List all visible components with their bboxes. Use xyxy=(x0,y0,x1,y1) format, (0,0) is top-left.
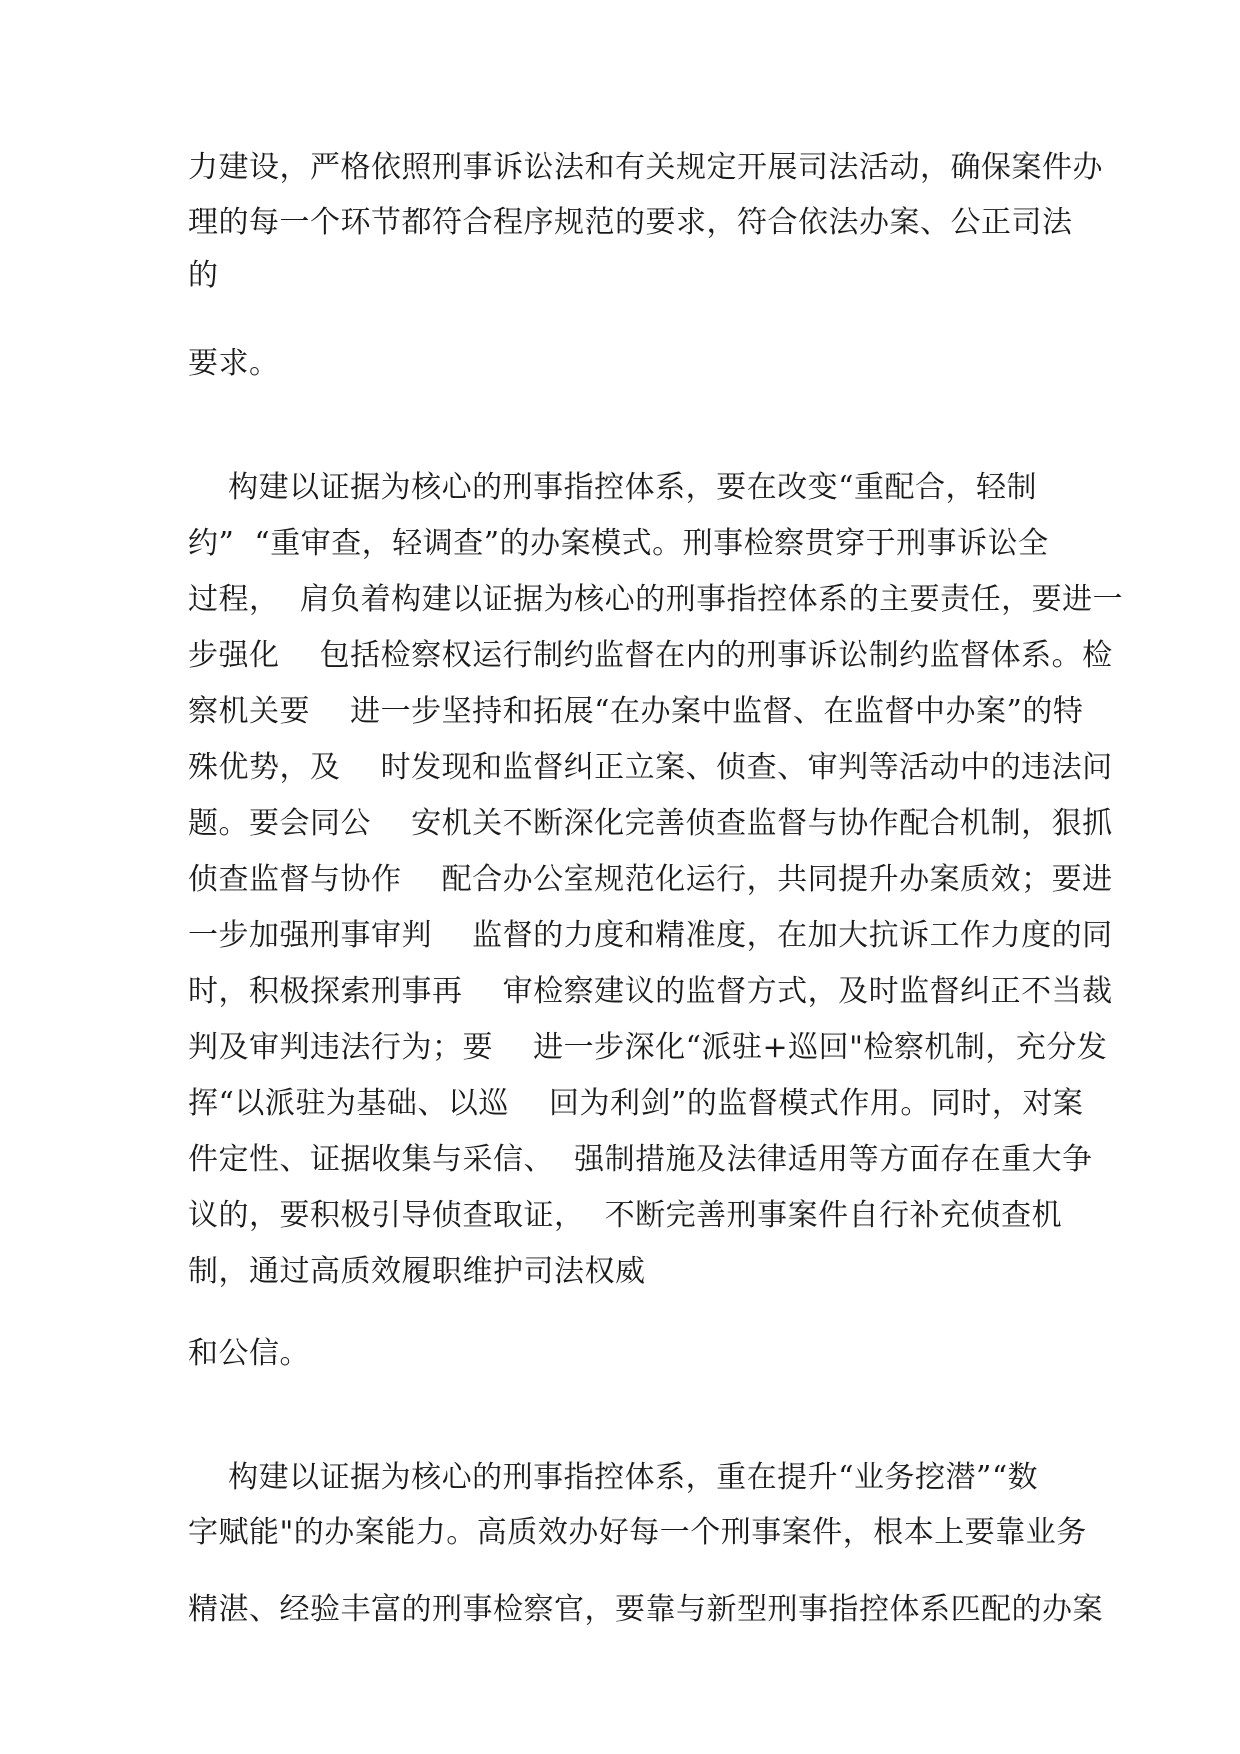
text-line: 殊优势，及 时发现和监督纠正立案、侦查、审判等活动中的违法问 xyxy=(188,750,1113,785)
text-line: 件定性、证据收集与采信、 强制措施及法律适用等方面存在重大争 xyxy=(188,1142,1093,1177)
text-line: 察机关要 进一步坚持和拓展“在办案中监督、在监督中办案”的特 xyxy=(188,694,1084,729)
text-line: 力建设，严格依照刑事诉讼法和有关规定开展司法活动，确保案件办 xyxy=(188,150,1103,185)
text-line: 字赋能"的办案能力。高质效办好每一个刑事案件，根本上要靠业务 xyxy=(188,1515,1087,1550)
text-line: 和公信。 xyxy=(188,1336,310,1371)
text-line: 议的，要积极引导侦查取证， 不断完善刑事案件自行补充侦查机 xyxy=(188,1198,1063,1233)
text-line: 理的每一个环节都符合程序规范的要求，符合依法办案、公正司法 xyxy=(188,205,1073,240)
text-line: 挥“以派驻为基础、以巡 回为利剑”的监督模式作用。同时，对案 xyxy=(188,1086,1084,1121)
text-line: 约” “重审查，轻调查”的办案模式。刑事检察贯穿于刑事诉讼全 xyxy=(188,526,1049,561)
text-line: 构建以证据为核心的刑事指控体系，重在提升“业务挖潜”“数 xyxy=(188,1460,1039,1495)
text-line: 构建以证据为核心的刑事指控体系，要在改变“重配合，轻制 xyxy=(188,470,1037,505)
text-line: 过程， 肩负着构建以证据为核心的刑事指控体系的主要责任，要进一 xyxy=(188,582,1124,617)
text-line: 要求。 xyxy=(188,346,280,381)
text-line: 判及审判违法行为；要 进一步深化“派驻+巡回"检察机制，充分发 xyxy=(188,1030,1108,1065)
text-line: 制，通过高质效履职维护司法权威 xyxy=(188,1254,646,1289)
text-line: 侦查监督与协作 配合办公室规范化运行，共同提升办案质效；要进 xyxy=(188,862,1113,897)
text-line: 精湛、经验丰富的刑事检察官，要靠与新型刑事指控体系匹配的办案 xyxy=(188,1592,1103,1627)
text-line: 步强化 包括检察权运行制约监督在内的刑事诉讼制约监督体系。检 xyxy=(188,638,1113,673)
text-line: 一步加强刑事审判 监督的力度和精准度，在加大抗诉工作力度的同 xyxy=(188,918,1113,953)
text-line: 的 xyxy=(188,258,219,293)
text-line: 题。要会同公 安机关不断深化完善侦查监督与协作配合机制，狠抓 xyxy=(188,806,1113,841)
text-line: 时，积极探索刑事再 审检察建议的监督方式，及时监督纠正不当裁 xyxy=(188,974,1113,1009)
